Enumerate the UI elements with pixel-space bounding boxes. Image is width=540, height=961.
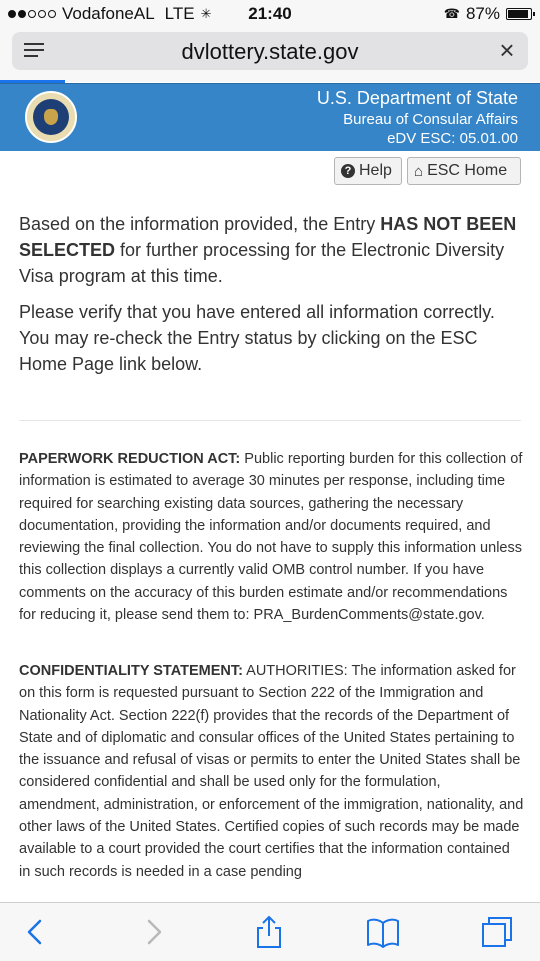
result-message: Based on the information provided, the Entry HAS NOT BEEN SELECTED for further processing for the Electronic Diversity Visa program at this time.: [19, 214, 517, 286]
back-arrow-icon[interactable]: [20, 915, 54, 949]
clock: 21:40: [248, 4, 292, 23]
battery-group: [444, 4, 532, 24]
version-label: eDV ESC: 05.01.00: [387, 130, 518, 147]
url-text[interactable]: dvlottery.state.gov: [181, 39, 359, 64]
esc-home-label: ESC Home: [427, 162, 508, 179]
confidentiality-body: AUTHORITIES: The information asked for on this form is requested pursuant to Section 222 of the Immigration and Nationality Act. Section 222(f) provides that the records of the Department of State and of diplomatic and consular offices of the United States pertaining to the issuance and refusal of visas or permits to enter the United States shall be considered confidential and shall be used only for the formulation, amendment, administration, or enforcement of the immigration, nationality, and other laws of the United States. Certified copies of such records may be made available to a court provided the court certifies that the information contained in such records is needed in a case pending: [19, 663, 524, 880]
esc-home-button[interactable]: [407, 157, 521, 185]
department-title: U.S. Department of State: [316, 88, 518, 108]
help-button[interactable]: [334, 157, 402, 185]
bureau-title: Bureau of Consular Affairs: [343, 111, 518, 128]
activity-icon: ✳: [200, 6, 212, 21]
browser-chrome: [0, 28, 540, 82]
help-label: Help: [359, 162, 392, 179]
divider: [19, 420, 521, 421]
question-circle-icon: ?: [341, 164, 355, 178]
site-header: [0, 83, 540, 151]
home-icon: ⌂: [414, 162, 424, 180]
status-bar: [0, 0, 540, 28]
forward-arrow-icon[interactable]: [136, 915, 170, 949]
bookmarks-icon[interactable]: [366, 915, 400, 949]
result-status: HAS NOT BEEN SELECTED: [19, 214, 517, 260]
carrier-name: VodafoneAL: [62, 4, 155, 23]
battery-icon: [506, 8, 532, 20]
state-department-seal-icon: [25, 91, 77, 143]
confidentiality-statement: [19, 660, 524, 883]
paperwork-heading: PAPERWORK REDUCTION ACT:: [19, 451, 241, 467]
paperwork-body: Public reporting burden for this collection of information is estimated to average 30 minutes per response, including time required for searching existing data sources, gathering the necessary documentation, providing the information and/or documents required, and reviewing the final collection. You do not have to supply this information unless this collection displays a currently valid OMB control number. If you have comments on the accuracy of this burden estimate and/or recommendations for reducing it, please send them to: PRA_BurdenComments@state.gov.: [19, 451, 523, 624]
tabs-icon[interactable]: [480, 915, 514, 949]
alarm-icon: ☎: [443, 6, 460, 21]
network-type: LTE: [164, 4, 195, 23]
browser-toolbar: [0, 902, 540, 961]
paperwork-reduction-act: [19, 448, 524, 626]
share-icon[interactable]: [252, 915, 286, 949]
result-section: [19, 211, 524, 387]
battery-percent: 87%: [465, 4, 500, 23]
close-icon[interactable]: ×: [499, 35, 515, 65]
header-text: [317, 88, 518, 147]
confidentiality-heading: CONFIDENTIALITY STATEMENT:: [19, 663, 243, 679]
verify-message: Please verify that you have entered all information correctly. You may re-check the Entry status by clicking on the ESC Home Page link below.: [19, 302, 495, 374]
address-bar[interactable]: [12, 32, 528, 70]
